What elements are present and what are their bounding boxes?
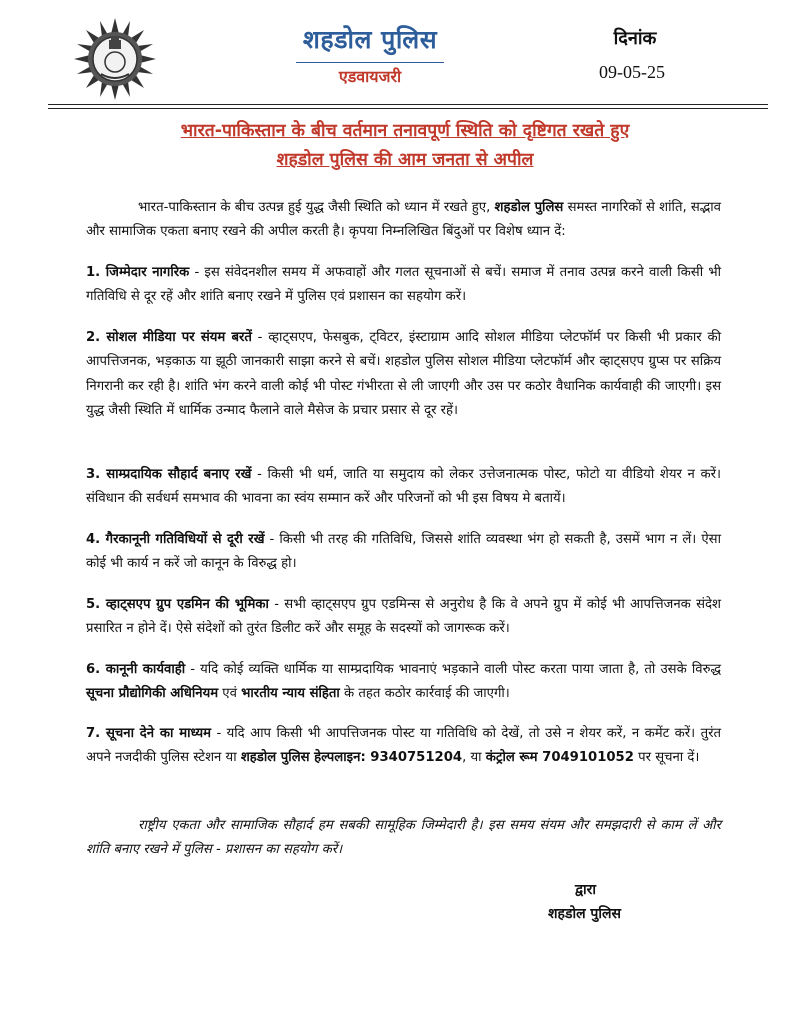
closing-paragraph: राष्ट्रीय एकता और सामाजिक सौहार्द हम सबकी सामूहिक जिम्मेदारी है। इस समय संयम और समझदारी से काम लें और शांति बनाए रखने में पुलिस - प्रशासन का सहयोग करें।: [86, 818, 721, 858]
nyaya-sanhita: भारतीय न्याय संहिता: [241, 686, 340, 702]
point-title: 4. गैरकानूनी गतिविधियों से दूरी रखें: [86, 532, 265, 547]
point-text: - किसी भी धर्म, जाति या समुदाय को लेकर उत्तेजनात्मक पोस्ट, फोटो या वीडियो शेयर न करें। संविधान की सर्वधर्म समभाव की भावना का स्वंय सम्मान करें और परिजनों को भी इस विषय मे बतायें।: [86, 467, 721, 507]
org-title-underline: [296, 62, 444, 63]
point-text: , या: [462, 750, 486, 766]
it-act: सूचना प्रौद्योगिकी अधिनियम: [86, 686, 219, 702]
point-7: [86, 722, 721, 771]
point-title: 6. कानूनी कार्यवाही: [86, 662, 186, 677]
point-title: 1. जिम्मेदार नागरिक: [86, 265, 190, 280]
point-3: [86, 463, 721, 512]
police-emblem-icon: [72, 16, 158, 102]
point-text: - यदि आप किसी भी आपत्तिजनक पोस्ट या गतिविधि को देखें, तो उसे न शेयर करें, न कमेंट करें। तुरंत अपने नजदीकी पुलिस स्टेशन या: [86, 726, 722, 766]
date-label: दिनांक: [613, 28, 657, 49]
point-4: [86, 528, 721, 577]
point-text: - सभी व्हाट्सएप ग्रुप एडमिन्स से अनुरोध है कि वे अपने ग्रुप में कोई भी आपत्तिजनक संदेश प्रसारित न होने दें। ऐसे संदेशों को तुरंत डिलीट करें और समूह के सदस्यों को जागरूक करें।: [86, 597, 721, 637]
signature-by: द्वारा: [575, 882, 597, 898]
intro-text-1: भारत-पाकिस्तान के बीच उत्पन्न हुई युद्ध जैसी स्थिति को ध्यान में रखते हुए,: [138, 200, 495, 215]
org-title: शहडोल पुलिस: [302, 25, 438, 54]
intro-text-2: समस्त नागरिकों से शांति, सद्भाव और सामाजिक एकता बनाए रखने की अपील करती है। कृपया निम्नलिखित बिंदुओं पर विशेष ध्यान दें:: [86, 200, 721, 240]
point-title: 5. व्हाट्सएप ग्रुप एडमिन की भूमिका: [86, 597, 269, 612]
control-room-number: कंट्रोल रूम 7049101052: [485, 750, 634, 766]
intro-paragraph: [86, 196, 721, 245]
point-1: [86, 261, 721, 310]
point-text: एवं: [218, 686, 242, 702]
point-text: - किसी भी तरह की गतिविधि, जिससे शांति व्यवस्था भंग हो सकती है, उसमें भाग न लें। ऐसा कोई भी कार्य न करें जो कानून के विरुद्ध हो।: [86, 532, 721, 572]
heading-line-1: भारत-पाकिस्तान के बीच वर्तमान तनावपूर्ण स्थिति को दृष्टिगत रखते हुए: [180, 121, 630, 141]
signature-name: शहडोल पुलिस: [548, 906, 621, 922]
point-6: [86, 658, 721, 707]
point-title: 2. सोशल मीडिया पर संयम बरतें: [86, 330, 252, 345]
point-text: पर सूचना दें।: [633, 750, 700, 766]
header-divider: [48, 104, 768, 109]
heading-line-2: शहडोल पुलिस की आम जनता से अपील: [276, 150, 534, 170]
date-value: 09-05-25: [599, 62, 665, 82]
point-text: - इस संवेदनशील समय में अफवाहों और गलत सूचनाओं से बचें। समाज में तनाव उत्पन्न करने वाली किसी भी गतिविधि से दूर रहें और शांति बनाए रखने में पुलिस एवं प्रशासन का सहयोग करें।: [86, 265, 722, 305]
helpline-number: शहडोल पुलिस हेल्पलाइन: 9340751204: [240, 750, 463, 766]
point-title: 7. सूचना देने का माध्यम: [86, 726, 212, 741]
advisory-label: एडवायजरी: [338, 67, 402, 86]
intro-org-name: शहडोल पुलिस: [494, 200, 564, 215]
point-text: - व्हाट्सएप, फेसबुक, ट्विटर, इंस्टाग्राम आदि सोशल मीडिया प्लेटफॉर्म पर किसी भी प्रकार की आपत्तिजनक, भड़काऊ या झूठी जानकारी साझा करने से बचें। शहडोल पुलिस सोशल मीडिया प्लेटफॉर्म और व्हाट्सएप ग्रुप्स पर सक्रिय निगरानी कर रही है। शांति भंग करने वाली कोई भी पोस्ट गंभीरता से ली जाएगी और उस पर कठोर वैधानिक कार्यवाही की जाएगी। इस युद्ध जैसी स्थिति में धार्मिक उन्माद फैलाने वाले मैसेज के प्रचार प्रसार से दूर रहें।: [86, 330, 721, 419]
point-title: 3. साम्प्रदायिक सौहार्द बनाए रखें: [86, 467, 252, 482]
point-text: - यदि कोई व्यक्ति धार्मिक या साम्प्रदायिक भावनाएं भड़काने वाली पोस्ट करता पाया जाता है, तो उसके विरुद्ध: [185, 662, 721, 677]
point-text: के तहत कठोर कार्रवाई की जाएगी।: [339, 686, 510, 702]
point-5: [86, 593, 721, 642]
point-2: [86, 326, 721, 424]
